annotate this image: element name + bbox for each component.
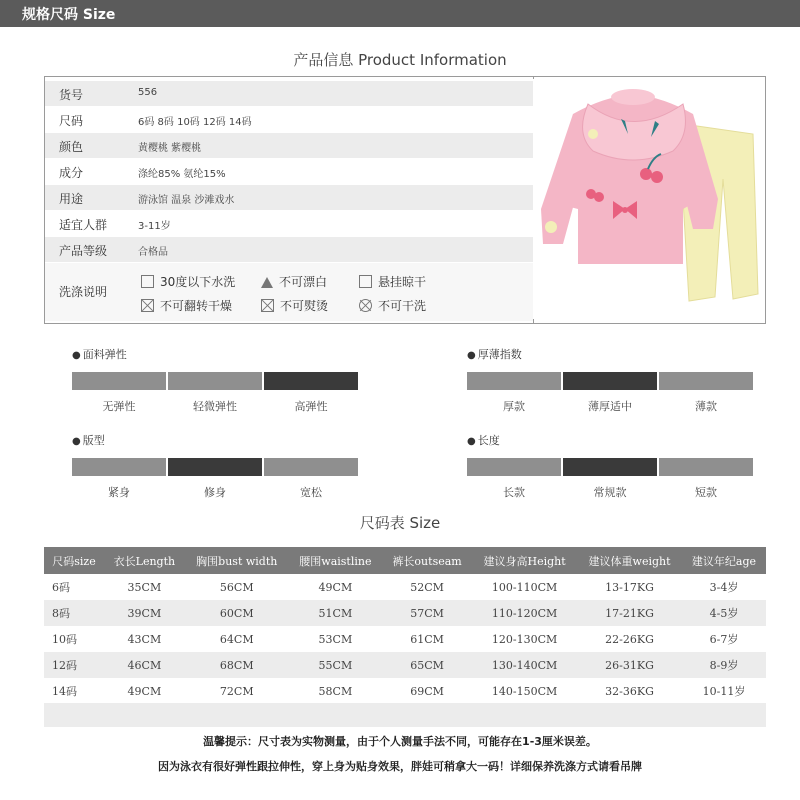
meter-segment-selected: [563, 458, 657, 476]
table-cell: 8码: [44, 600, 104, 626]
table-cell: 6-7岁: [709, 633, 739, 646]
table-cell: 6码: [52, 581, 70, 594]
header-bar: [0, 0, 800, 27]
info-label: 产品等级: [59, 244, 108, 258]
column-header: 建议年纪age: [682, 547, 766, 574]
table-cell: 39CM: [104, 600, 185, 626]
care-text: 悬挂晾干: [378, 275, 427, 289]
table-cell: 58CM: [318, 684, 353, 698]
care-text: 不可熨烫: [280, 299, 329, 313]
table-cell: 56CM: [219, 580, 254, 594]
meter-fit: [72, 432, 362, 502]
info-label: 适宜人群: [59, 218, 108, 232]
meter-option: 轻微弹性: [193, 400, 237, 413]
product-photo: [533, 79, 763, 319]
meter-option: 宽松: [300, 486, 322, 499]
table-cell: 53CM: [318, 632, 353, 646]
meter-segment-selected: [563, 372, 657, 390]
table-footer-strip: [44, 703, 766, 727]
table-cell: 3-4岁: [709, 581, 739, 594]
table-cell: 8-9岁: [682, 652, 766, 678]
meter-segment-selected: [264, 372, 358, 390]
table-cell: 12码: [44, 652, 104, 678]
header-title: 规格尺码 Size: [22, 7, 116, 23]
column-header: 裤长outseam: [382, 547, 472, 574]
care-item: [359, 297, 426, 314]
info-row-audience: [45, 211, 533, 236]
meter-segment: [467, 458, 561, 476]
info-label: 用途: [59, 192, 84, 206]
table-cell: 52CM: [410, 580, 444, 594]
care-text: 不可干洗: [378, 299, 427, 313]
info-label: 货号: [59, 88, 84, 102]
table-cell: 100-110CM: [491, 580, 558, 594]
care-text: 30度以下水洗: [160, 275, 236, 289]
table-cell: 55CM: [289, 652, 382, 678]
table-row: [44, 600, 766, 626]
meter-option: 常规款: [593, 486, 627, 499]
no-iron-icon: [261, 299, 274, 312]
meter-option: 薄厚适中: [588, 400, 632, 413]
wash-tub-icon: [141, 275, 154, 288]
column-header: 建议身高Height: [472, 547, 577, 574]
table-cell: 60CM: [185, 600, 289, 626]
table-row: [44, 626, 766, 652]
table-cell: 61CM: [410, 632, 444, 646]
meter-segment: [467, 372, 561, 390]
care-text: 不可翻转干燥: [160, 299, 233, 313]
meter-segment: [72, 458, 166, 476]
meter-option: 短款: [695, 486, 717, 499]
hang-dry-icon: [359, 275, 372, 288]
table-cell: 130-140CM: [472, 652, 577, 678]
care-text: 不可漂白: [279, 275, 328, 289]
info-label: 成分: [59, 166, 84, 180]
no-bleach-icon: [261, 277, 273, 288]
cherry-mark: [594, 192, 604, 202]
info-value: 3-11岁: [138, 221, 171, 232]
info-row-washing: [45, 263, 533, 321]
care-item: [141, 273, 235, 290]
table-cell: 46CM: [104, 652, 185, 678]
meter-option: 长款: [503, 486, 525, 499]
table-cell: 68CM: [185, 652, 289, 678]
table-cell: 32-36KG: [605, 684, 654, 698]
fit-note: 因为泳衣有很好弹性跟拉伸性，穿上身为贴身效果，胖娃可稍拿大一码！详细保养洗涤方式请看吊牌: [158, 760, 642, 773]
table-cell: 49CM: [127, 684, 162, 698]
info-row-color: [45, 133, 533, 158]
table-cell: 49CM: [318, 580, 353, 594]
meter-title: ● 长度: [467, 432, 500, 448]
info-value: 6码 8码 10码 12码 14码: [138, 117, 252, 128]
table-row: [44, 652, 766, 678]
table-cell: 72CM: [219, 684, 254, 698]
column-header: 尺码size: [44, 547, 104, 574]
meter-option: 紧身: [108, 486, 130, 499]
info-label: 颜色: [59, 140, 84, 154]
table-cell: 14码: [52, 685, 77, 698]
column-header: 腰围waistline: [289, 547, 382, 574]
table-cell: 57CM: [382, 600, 472, 626]
info-value: 涤纶85% 氨纶15%: [138, 169, 226, 180]
meter-segment: [659, 372, 753, 390]
no-tumble-dry-icon: [141, 299, 154, 312]
table-cell: 65CM: [382, 652, 472, 678]
table-cell: 10-11岁: [702, 685, 746, 698]
meter-option: 薄款: [695, 400, 717, 413]
table-row: [44, 574, 766, 600]
info-row-material: [45, 159, 533, 184]
meter-option: 修身: [204, 486, 226, 499]
meter-option: 无弹性: [102, 400, 136, 413]
care-item: [261, 297, 328, 314]
cherry-mark: [640, 168, 652, 180]
meter-title: ● 版型: [72, 432, 105, 448]
table-cell: 4-5岁: [682, 600, 766, 626]
bow-knot: [622, 207, 628, 213]
meter-segment: [72, 372, 166, 390]
size-table-header: [44, 547, 766, 574]
info-value: 黄樱桃 紫樱桃: [138, 143, 202, 154]
column-header: 胸围bust width: [185, 547, 289, 574]
table-cell: 26-31KG: [577, 652, 682, 678]
info-row-item-no: [45, 81, 533, 106]
yellow-dot: [545, 221, 557, 233]
table-cell: 51CM: [289, 600, 382, 626]
no-dry-clean-icon: [359, 299, 372, 312]
meter-segment: [264, 458, 358, 476]
info-value: 游泳馆 温泉 沙滩戏水: [138, 195, 235, 206]
measurement-note: 温馨提示：尺寸表为实物测量，由于个人测量手法不同，可能存在1-3厘米误差。: [203, 735, 597, 748]
info-value: 556: [138, 87, 158, 98]
table-cell: 10码: [52, 633, 77, 646]
yellow-dot: [588, 129, 598, 139]
table-row: [44, 678, 766, 704]
meter-option: 厚款: [503, 400, 525, 413]
meter-elasticity: [72, 346, 362, 416]
meter-title: ● 厚薄指数: [467, 346, 522, 362]
meter-thickness: [467, 346, 757, 416]
info-row-usage: [45, 185, 533, 210]
column-header: 建议体重weight: [577, 547, 682, 574]
info-label: 洗涤说明: [59, 285, 108, 299]
table-cell: 13-17KG: [605, 580, 654, 594]
info-row-size: [45, 107, 533, 132]
table-cell: 110-120CM: [472, 600, 577, 626]
care-item: [261, 273, 327, 290]
info-row-grade: [45, 237, 533, 262]
column-header: 衣长Length: [104, 547, 185, 574]
info-value: 合格品: [138, 247, 168, 258]
table-cell: 17-21KG: [577, 600, 682, 626]
table-cell: 64CM: [219, 632, 254, 646]
meter-option: 高弹性: [294, 400, 328, 413]
neck-shape: [611, 89, 655, 105]
table-cell: 69CM: [410, 684, 444, 698]
table-cell: 22-26KG: [605, 632, 654, 646]
table-cell: 35CM: [127, 580, 162, 594]
size-table-title: 尺码表 Size: [359, 514, 441, 532]
size-table: [44, 547, 766, 704]
info-label: 尺码: [59, 114, 84, 128]
table-cell: 43CM: [127, 632, 162, 646]
care-item: [141, 297, 232, 314]
meter-length: [467, 432, 757, 502]
care-item: [359, 273, 426, 290]
product-info-title: 产品信息 Product Information: [293, 51, 507, 69]
cherry-mark: [651, 171, 663, 183]
meter-title: ● 面料弹性: [72, 346, 127, 362]
meter-segment: [168, 372, 262, 390]
swimsuit-illustration: [533, 79, 763, 319]
table-cell: 120-130CM: [491, 632, 558, 646]
meter-segment: [659, 458, 753, 476]
meter-segment-selected: [168, 458, 262, 476]
table-cell: 140-150CM: [491, 684, 558, 698]
